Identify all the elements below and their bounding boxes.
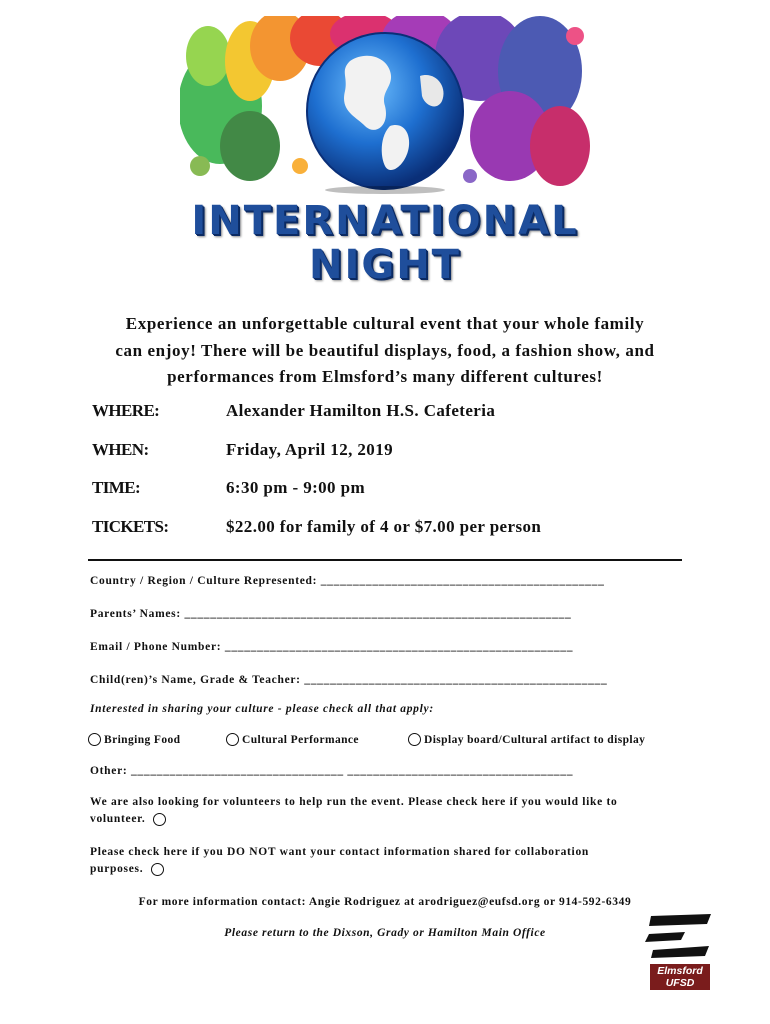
children-field[interactable]: Child(ren)’s Name, Grade & Teacher: _______________________________________________ (90, 674, 608, 686)
time-value: 6:30 pm - 9:00 pm (226, 478, 366, 497)
event-title-line2: NIGHT (309, 242, 461, 288)
tickets-label: TICKETS: (92, 517, 169, 536)
when-value: Friday, April 12, 2019 (226, 440, 394, 459)
cultural-performance-label: Cultural Performance (242, 733, 359, 746)
privacy-line1: Please check here if you DO NOT want your contact information shared for collaboration (90, 846, 589, 858)
display-board-option[interactable] (408, 733, 645, 746)
other-field[interactable]: Other: _________________________________ ___________________________________ (90, 765, 574, 777)
bringing-food-label: Bringing Food (104, 733, 181, 746)
email-phone-field[interactable]: Email / Phone Number: ______________________________________________________ (90, 641, 574, 653)
bringing-food-option[interactable] (88, 733, 180, 746)
when-label: WHEN: (92, 440, 149, 459)
bringing-food-checkbox[interactable] (88, 733, 101, 746)
display-board-checkbox[interactable] (408, 733, 421, 746)
section-divider (88, 559, 682, 561)
return-note: Please return to the Dixson, Grady or Hamilton Main Office (224, 927, 546, 939)
volunteer-line2: volunteer. (90, 813, 146, 826)
cultural-performance-checkbox[interactable] (226, 733, 239, 746)
volunteer-checkbox[interactable] (153, 813, 166, 826)
volunteer-line1: We are also looking for volunteers to help run the event. Please check here if you would like to (90, 796, 618, 808)
intro-line2: can enjoy! There will be beautiful displays, food, a fashion show, and (115, 341, 655, 360)
logo-line1: Elmsford (657, 965, 703, 977)
display-board-label: Display board/Cultural artifact to display (424, 733, 646, 746)
where-label: WHERE: (92, 401, 160, 420)
tickets-value: $22.00 for family of 4 or $7.00 per person (226, 517, 542, 536)
intro-line1: Experience an unforgettable cultural event that your whole family (125, 314, 645, 333)
intro-line3: performances from Elmsford’s many different cultures! (167, 367, 603, 386)
parents-names-field[interactable]: Parents’ Names: ____________________________________________________________ (90, 608, 572, 620)
cultural-performance-option[interactable] (226, 733, 359, 746)
logo-line2: UFSD (665, 977, 695, 989)
event-title-line1: INTERNATIONAL (191, 198, 579, 244)
globe-splash-illustration (180, 16, 590, 194)
contact-info: For more information contact: Angie Rodriguez at arodriguez@eufsd.org or 914-592-6349 (138, 896, 632, 908)
privacy-line2: purposes. (90, 863, 144, 876)
privacy-line2-row (90, 863, 164, 876)
interest-prompt: Interested in sharing your culture - please check all that apply: (90, 703, 434, 715)
country-field[interactable]: Country / Region / Culture Represented: ____________________________________________ (90, 575, 605, 587)
volunteer-line2-row (90, 813, 166, 826)
time-label: TIME: (92, 478, 141, 497)
where-value: Alexander Hamilton H.S. Cafeteria (226, 401, 496, 420)
privacy-opt-out-checkbox[interactable] (151, 863, 164, 876)
